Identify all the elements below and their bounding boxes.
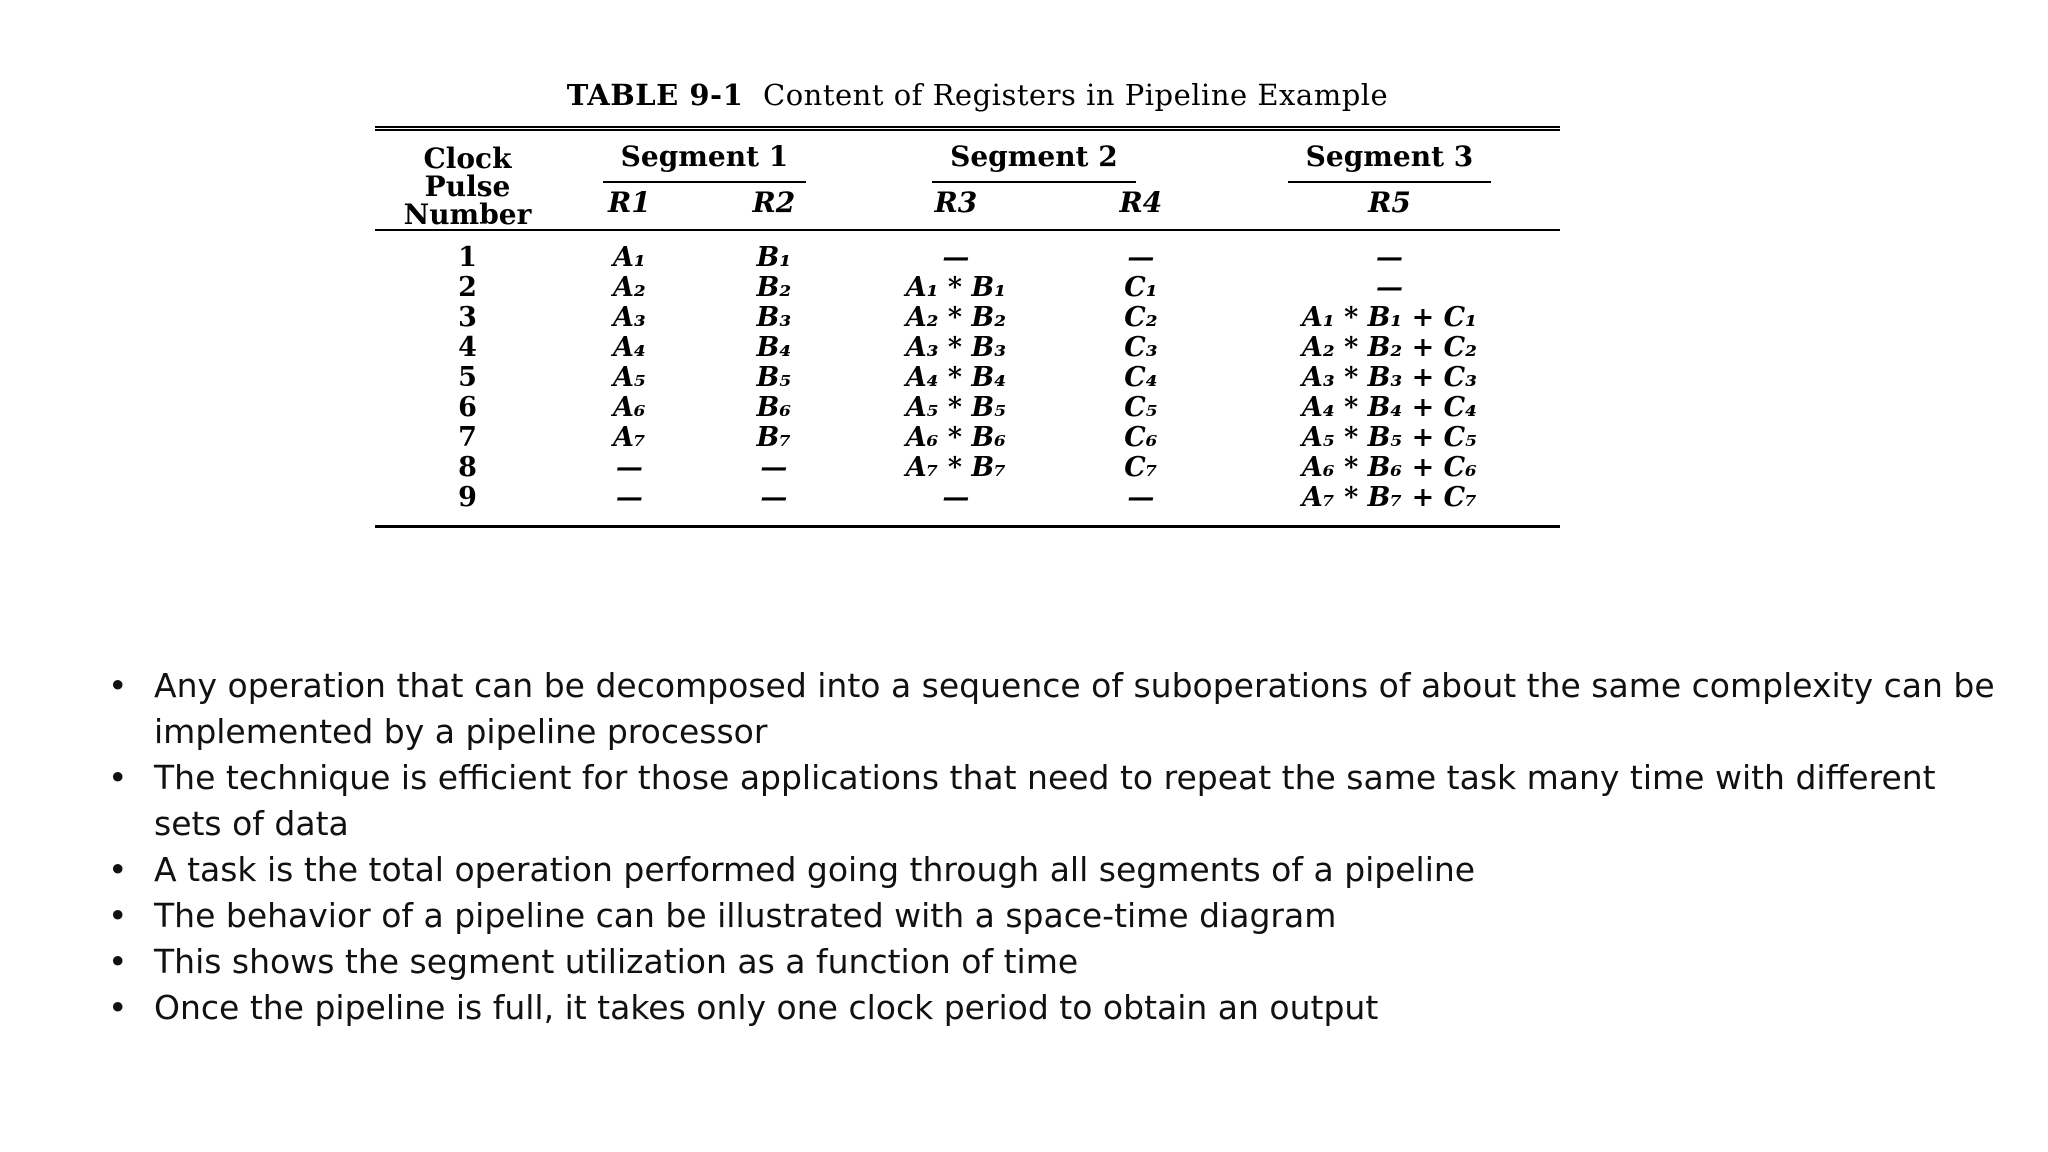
r5-cell: A₇ * B₇ + C₇ <box>1301 482 1477 513</box>
register-r5-header: R5 <box>1368 186 1411 219</box>
bullet-item: • Any operation that can be decomposed into a sequence of suboperations of about the same complexity can be implemented by a pipeline processor <box>100 663 2000 755</box>
r4-cell: C₃ <box>1124 332 1158 363</box>
table-figure <box>375 78 1560 528</box>
r5-cell: A₂ * B₂ + C₂ <box>1301 332 1477 363</box>
r1-cell: A₇ <box>612 422 646 453</box>
r5-cell: A₃ * B₃ + C₃ <box>1301 362 1477 393</box>
table-row <box>375 483 1560 513</box>
r1-cell: A₄ <box>612 332 646 363</box>
table-row <box>375 423 1560 453</box>
table-row <box>375 363 1560 393</box>
table-row <box>375 393 1560 423</box>
r3-cell: A₆ * B₆ <box>905 422 1007 453</box>
r5-cell: — <box>1375 272 1403 303</box>
bullet-item: • A task is the total operation performed going through all segments of a pipeline <box>100 847 2000 893</box>
r1-cell: — <box>615 482 643 513</box>
r3-cell: A₇ * B₇ <box>905 452 1007 483</box>
clock-cell: 5 <box>458 362 477 393</box>
r3-cell: A₂ * B₂ <box>905 302 1007 333</box>
r5-cell: A₆ * B₆ + C₆ <box>1301 452 1477 483</box>
r2-cell: B₃ <box>756 302 792 333</box>
table-row <box>375 453 1560 483</box>
register-r3-header: R3 <box>934 186 978 219</box>
r5-cell: — <box>1375 242 1403 273</box>
r3-cell: A₃ * B₃ <box>905 332 1007 363</box>
clock-cell: 9 <box>458 482 477 513</box>
r5-cell: A₁ * B₁ + C₁ <box>1301 302 1477 333</box>
r1-cell: A₃ <box>612 302 646 333</box>
r4-cell: C₂ <box>1124 302 1158 333</box>
header-pulse-line: Pulse <box>424 170 511 203</box>
r2-cell: B₄ <box>756 332 792 363</box>
table-row <box>375 333 1560 363</box>
clock-cell: 2 <box>458 272 477 303</box>
table-row <box>375 273 1560 303</box>
clock-cell: 3 <box>458 302 477 333</box>
r1-cell: — <box>615 452 643 483</box>
header-number-line: Number <box>403 198 532 231</box>
bullet-item: • This shows the segment utilization as a function of time <box>100 939 2000 985</box>
r4-cell: — <box>1127 482 1155 513</box>
clock-cell: 1 <box>458 242 477 273</box>
r1-cell: A₆ <box>612 392 646 423</box>
r1-cell: A₅ <box>612 362 646 393</box>
segment-1-header: Segment 1 <box>560 131 849 183</box>
r4-cell: — <box>1127 242 1155 273</box>
segment-3-header: Segment 3 <box>1219 131 1560 183</box>
r4-cell: C₁ <box>1124 272 1158 303</box>
bullet-item: • The technique is efficient for those applications that need to repeat the same task many time with different sets of data <box>100 755 2000 847</box>
segment-2-header: Segment 2 <box>849 131 1219 183</box>
clock-cell: 7 <box>458 422 477 453</box>
r4-cell: C₄ <box>1124 362 1158 393</box>
r3-cell: — <box>942 242 970 273</box>
clock-pulse-number-header <box>375 131 560 230</box>
table-caption-number: TABLE 9-1 <box>566 78 744 112</box>
header-clock-line: Clock <box>423 142 512 175</box>
clock-cell: 6 <box>458 392 477 423</box>
r3-cell: A₄ * B₄ <box>905 362 1007 393</box>
bullet-item: • Once the pipeline is full, it takes only one clock period to obtain an output <box>100 985 2000 1031</box>
r5-cell: A₅ * B₅ + C₅ <box>1301 422 1477 453</box>
bullet-list <box>100 663 2000 1031</box>
r2-cell: — <box>760 482 788 513</box>
r2-cell: B₁ <box>756 242 792 273</box>
register-r1-header: R1 <box>607 186 651 219</box>
r5-cell: A₄ * B₄ + C₄ <box>1301 392 1477 423</box>
r4-cell: C₇ <box>1124 452 1158 483</box>
clock-cell: 4 <box>458 332 477 363</box>
table-caption <box>375 78 1560 112</box>
r1-cell: A₁ <box>612 242 646 273</box>
r3-cell: — <box>942 482 970 513</box>
table-row <box>375 243 1560 273</box>
r1-cell: A₂ <box>612 272 646 303</box>
r4-cell: C₆ <box>1124 422 1158 453</box>
table-row <box>375 303 1560 333</box>
register-table <box>375 131 1560 528</box>
clock-cell: 8 <box>458 452 477 483</box>
r4-cell: C₅ <box>1124 392 1158 423</box>
r2-cell: B₂ <box>756 272 792 303</box>
r2-cell: B₅ <box>756 362 792 393</box>
table-caption-text: Content of Registers in Pipeline Example <box>763 78 1389 112</box>
register-r2-header: R2 <box>752 186 796 219</box>
r3-cell: A₁ * B₁ <box>905 272 1007 303</box>
r2-cell: — <box>760 452 788 483</box>
r3-cell: A₅ * B₅ <box>905 392 1007 423</box>
r2-cell: B₇ <box>756 422 792 453</box>
register-r4-header: R4 <box>1119 186 1163 219</box>
r2-cell: B₆ <box>756 392 792 423</box>
bullet-item: • The behavior of a pipeline can be illustrated with a space-time diagram <box>100 893 2000 939</box>
